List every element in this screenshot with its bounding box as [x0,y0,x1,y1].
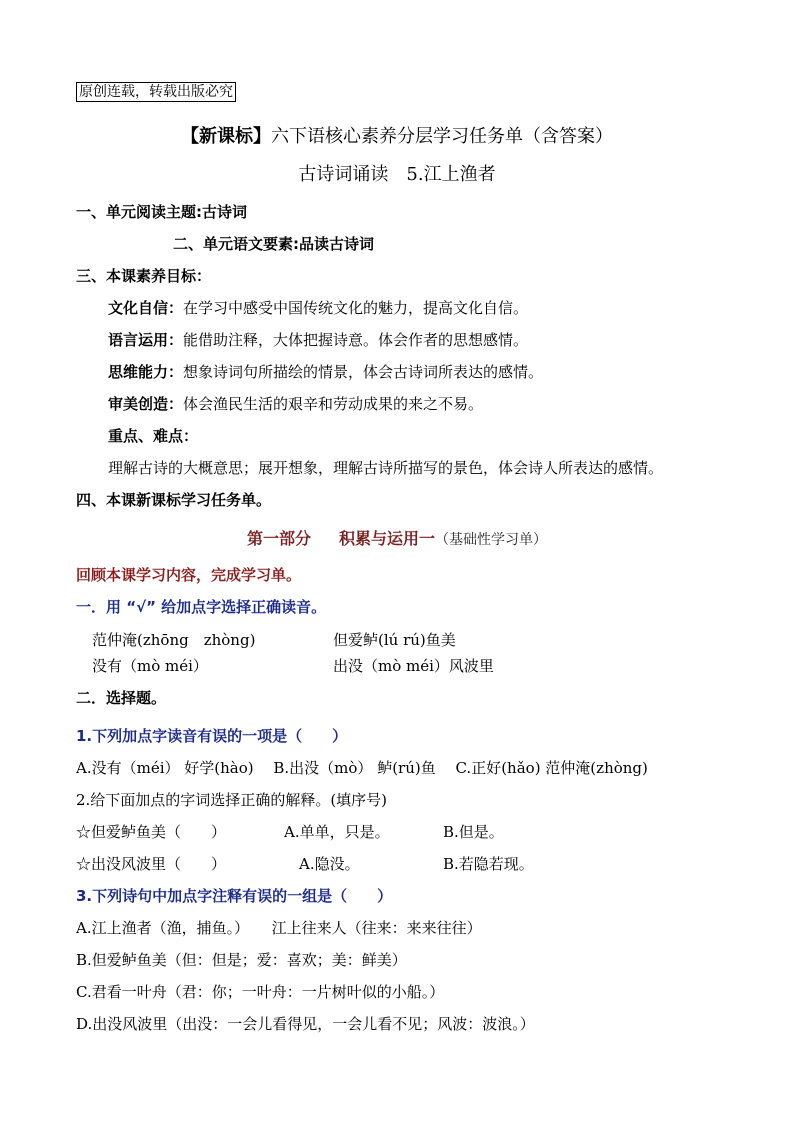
mc-2-option-a: A.单单，只是。 [284,823,390,841]
page-title [0,122,794,148]
title-text: 六下语核心素养分层学习任务单（含答案） [271,126,613,147]
mc-2-option-b: B.但是。 [443,823,504,841]
mc-3-option-a: A.江上渔者（渔，捕鱼。） 江上往来人（往来：来来往往） [76,919,482,937]
title-bracket: 【新课标】 [181,126,271,147]
key-points-label: 重点、难点： [108,427,199,445]
goal-text: 想象诗词句所描绘的情景，体会古诗词所表达的感情。 [183,363,544,381]
lesson-subtitle: 古诗词诵读 5.江上渔者 [298,164,496,185]
section-task-sheet: 四、本课新课标学习任务单。 [76,491,272,509]
mc-2-item: ☆出没风波里（ ） [76,855,227,873]
mc-1-title: 1.下列加点字读音有误的一项是（ ） [76,727,348,745]
part-type: （基础性学习单） [435,532,548,548]
pinyin-item: 但爱鲈(lú rú)鱼美 [333,631,456,649]
mc-3-option-c: C.君看一叶舟（君：你；一叶舟：一片树叶似的小船。） [76,983,445,1001]
mc-2-title: 2.给下面加点的字词选择正确的解释。(填序号) [76,791,388,809]
goal-text: 体会渔民生活的艰辛和劳动成果的来之不易。 [183,395,484,413]
goal-language [108,329,528,350]
goal-text: 能借助注释，大体把握诗意。体会作者的思想感情。 [183,331,529,349]
goal-label: 语言运用： [108,331,184,349]
mc-2-option-a: A.隐没。 [299,855,360,873]
goal-label: 文化自信： [108,299,184,317]
key-points-text: 理解古诗的大概意思；展开想象，理解古诗所描写的景色，体会诗人所表达的感情。 [108,459,664,477]
goal-aesthetic [108,393,483,414]
mc-1-options: A.没有（méi） 好学(hào) B.出没（mò） 鲈(rú)鱼 C.正好(hǎo) 范仲淹(zhòng) [76,759,648,777]
goal-label: 思维能力： [108,363,184,381]
mc-3-option-d: D.出没风波里（出没：一会儿看得见，一会儿看不见；风波：波浪。） [76,1015,535,1033]
section-language-elements: 二、单元语文要素:品读古诗词 [173,235,374,253]
mc-2-option-b: B.若隐若现。 [443,855,534,873]
mc-2-item: ☆但爱鲈鱼美（ ） [76,823,227,841]
question-2-title: 二．选择题。 [76,689,167,707]
pinyin-item: 范仲淹(zhōng zhòng) [92,631,256,649]
copyright-notice: 原创连载，转载出版必究 [76,82,236,102]
mc-3-title: 3.下列诗句中加点字注释有误的一组是（ ） [76,887,393,905]
goal-culture [108,297,528,318]
pinyin-item: 出没（mò méi）风波里 [333,657,494,675]
goal-text: 在学习中感受中国传统文化的魅力，提高文化自信。 [183,299,529,317]
section-reading-theme: 一、单元阅读主题:古诗词 [76,203,247,221]
question-1-title: 一．用 “√” 给加点字选择正确读音。 [76,598,327,616]
section-goals: 三、本课素养目标： [76,267,212,285]
part-one-heading [0,526,794,549]
goal-thinking [108,361,543,382]
mc-3-option-b: B.但爱鲈鱼美（但：但是；爱：喜欢；美：鲜美） [76,951,407,969]
part-number: 第一部分 [246,529,311,548]
goal-label: 审美创造： [108,395,184,413]
pinyin-item: 没有（mò méi） [92,657,208,675]
part-name: 积累与运用一 [339,529,436,548]
review-instruction: 回顾本课学习内容，完成学习单。 [76,566,302,584]
